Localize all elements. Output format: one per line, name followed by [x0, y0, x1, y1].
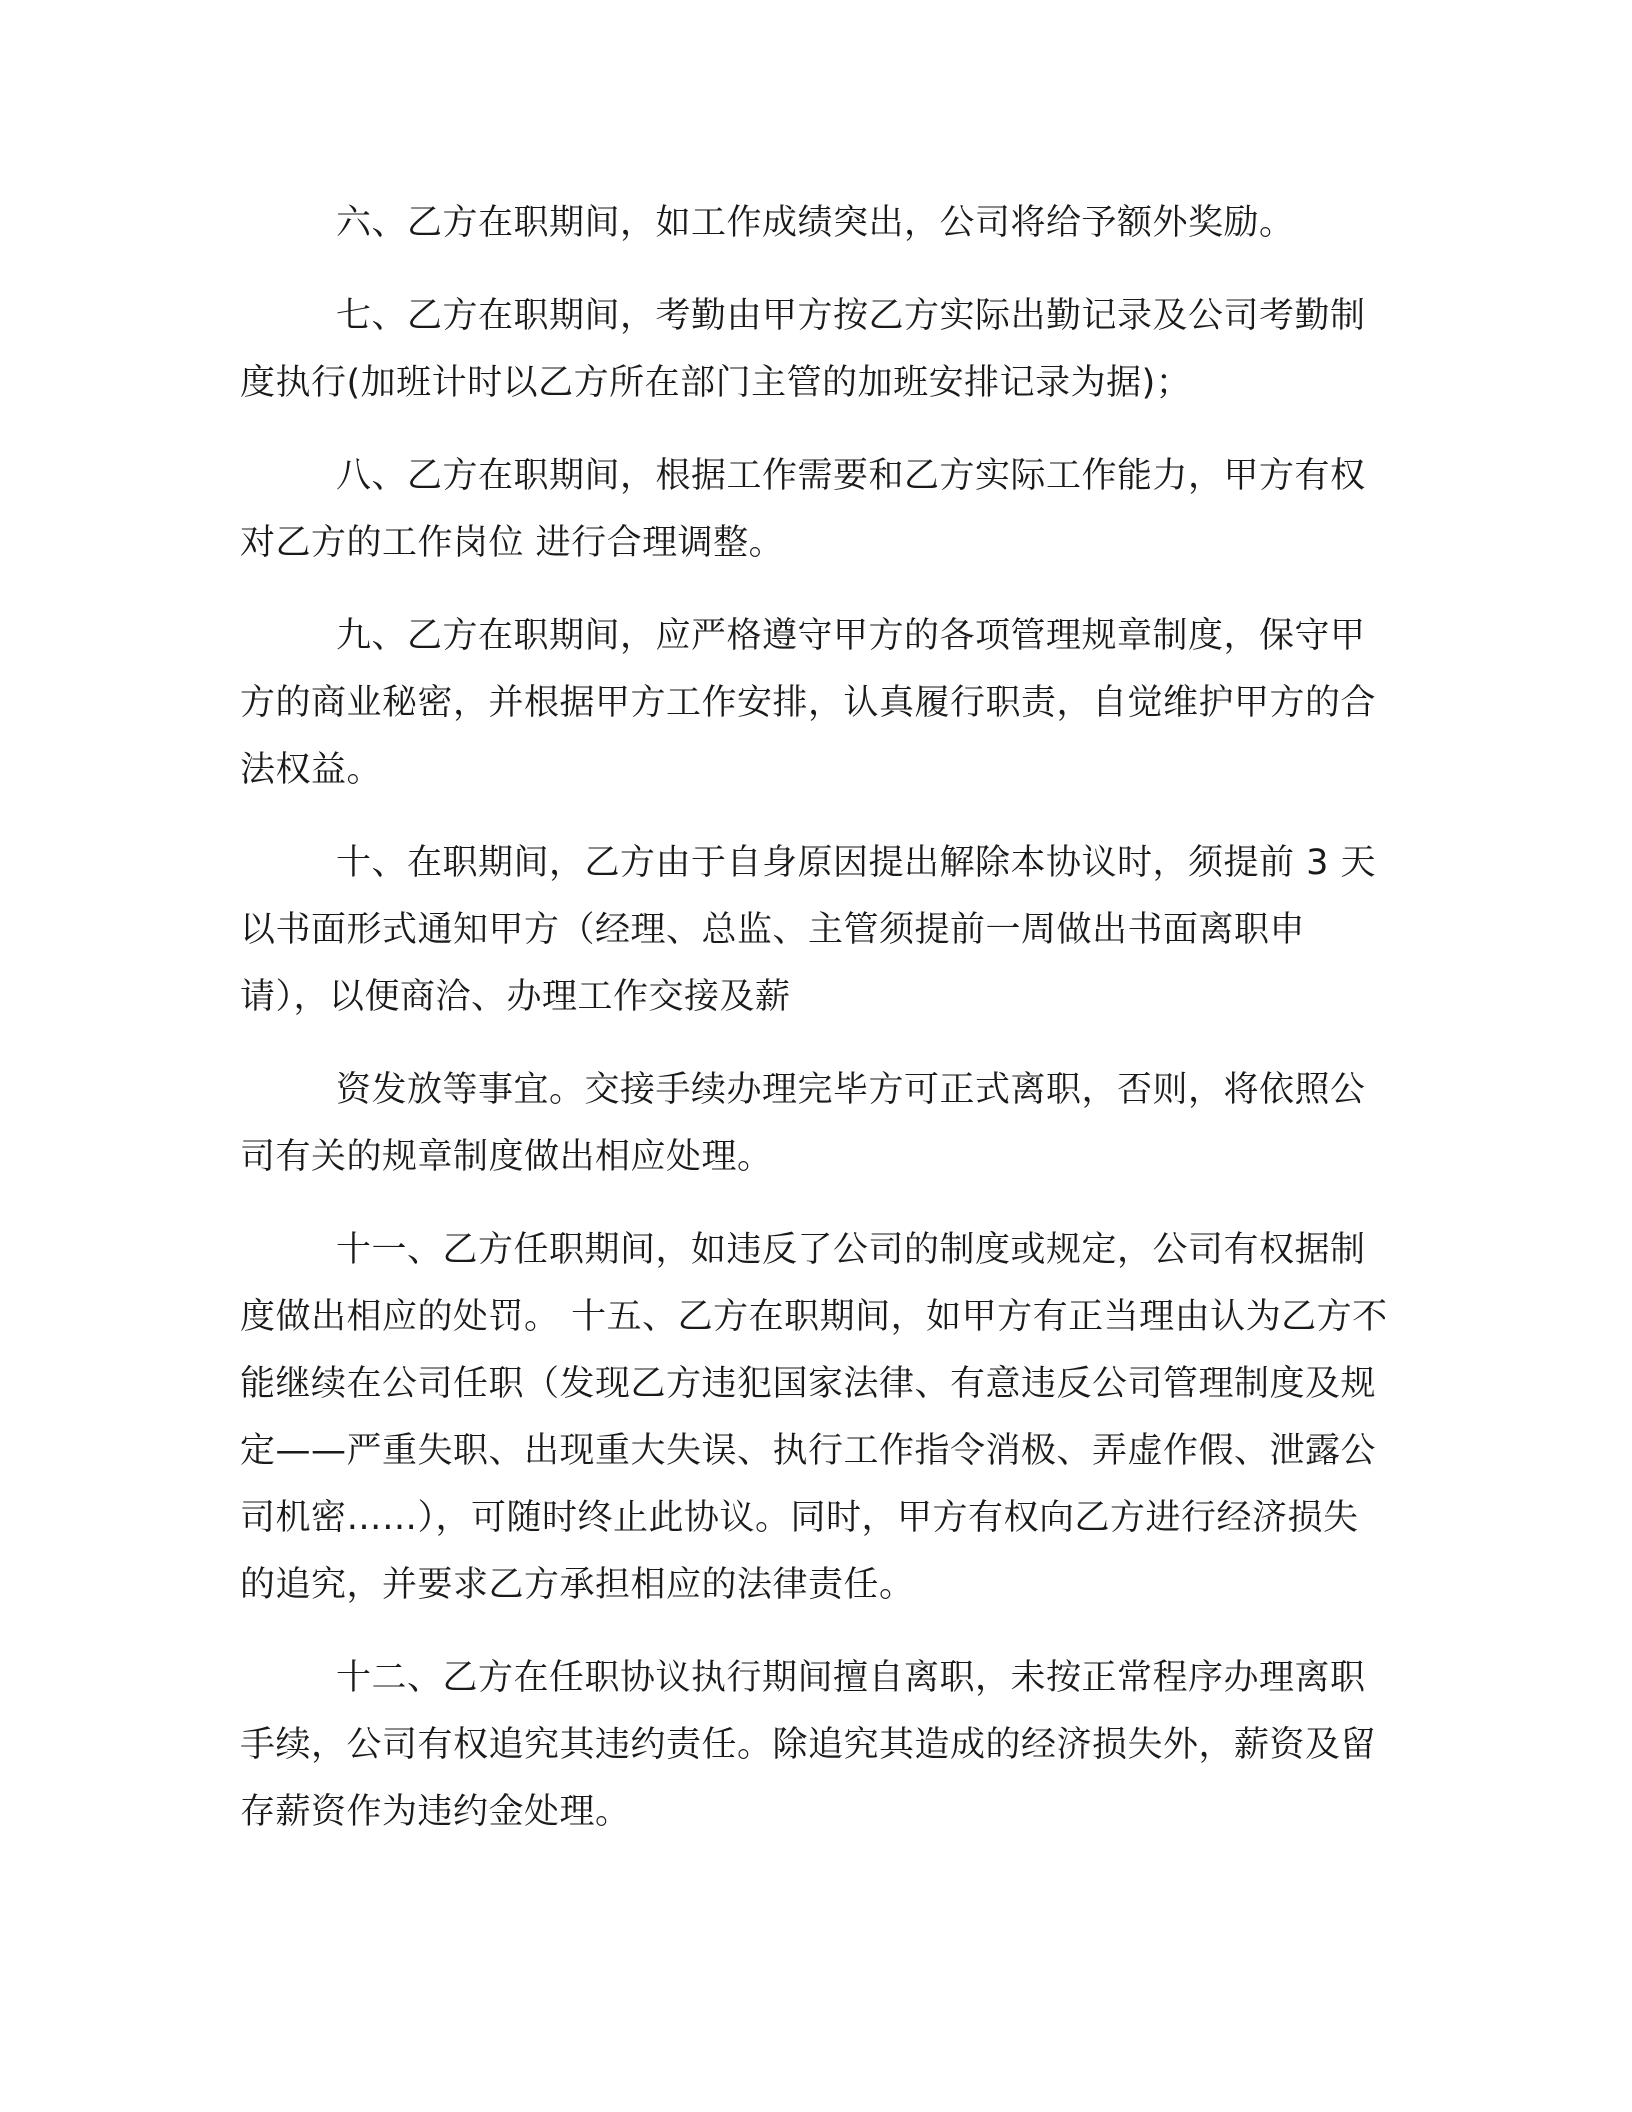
document-body [240, 190, 1390, 1872]
clause-8: 八、乙方在职期间，根据工作需要和乙方实际工作能力，甲方有权对乙方的工作岗位 进行合理调整。 [240, 456, 1366, 563]
clause-6: 六、乙方在职期间，如工作成绩突出，公司将给予额外奖励。 [336, 203, 1295, 243]
clause-10: 十、在职期间，乙方由于自身原因提出解除本协议时，须提前 3 天以书面形式通知甲方（经理、总监、主管须提前一周做出书面离职申请），以便商洽、办理工作交接及薪 [240, 843, 1377, 1017]
clause-10-continued: 资发放等事宜。交接手续办理完毕方可正式离职，否则，将依照公司有关的规章制度做出相应处理。 [240, 1070, 1366, 1177]
clause-12: 十二、乙方在任职协议执行期间擅自离职，未按正常程序办理离职手续，公司有权追究其违约责任。除追究其造成的经济损失外，薪资及留存薪资作为违约金处理。 [240, 1658, 1377, 1832]
clause-9: 九、乙方在职期间，应严格遵守甲方的各项管理规章制度，保守甲方的商业秘密，并根据甲方工作安排，认真履行职责，自觉维护甲方的合法权益。 [240, 616, 1377, 790]
clause-7: 七、乙方在职期间，考勤由甲方按乙方实际出勤记录及公司考勤制度执行(加班计时以乙方所在部门主管的加班安排记录为据)； [240, 296, 1366, 403]
clause-11: 十一、乙方任职期间，如违反了公司的制度或规定，公司有权据制度做出相应的处罚。 十五、乙方在职期间，如甲方有正当理由认为乙方不能继续在公司任职（发现乙方违犯国家法律、有意违反公司管理制度及规定——严重失职、出现重大失误、执行工作指令消极、弄虚作假、泄露公司机密……），可随时终止此协议。同时，甲方有权向乙方进行经济损失的追究，并要求乙方承担相应的法律责任。 [240, 1230, 1388, 1605]
